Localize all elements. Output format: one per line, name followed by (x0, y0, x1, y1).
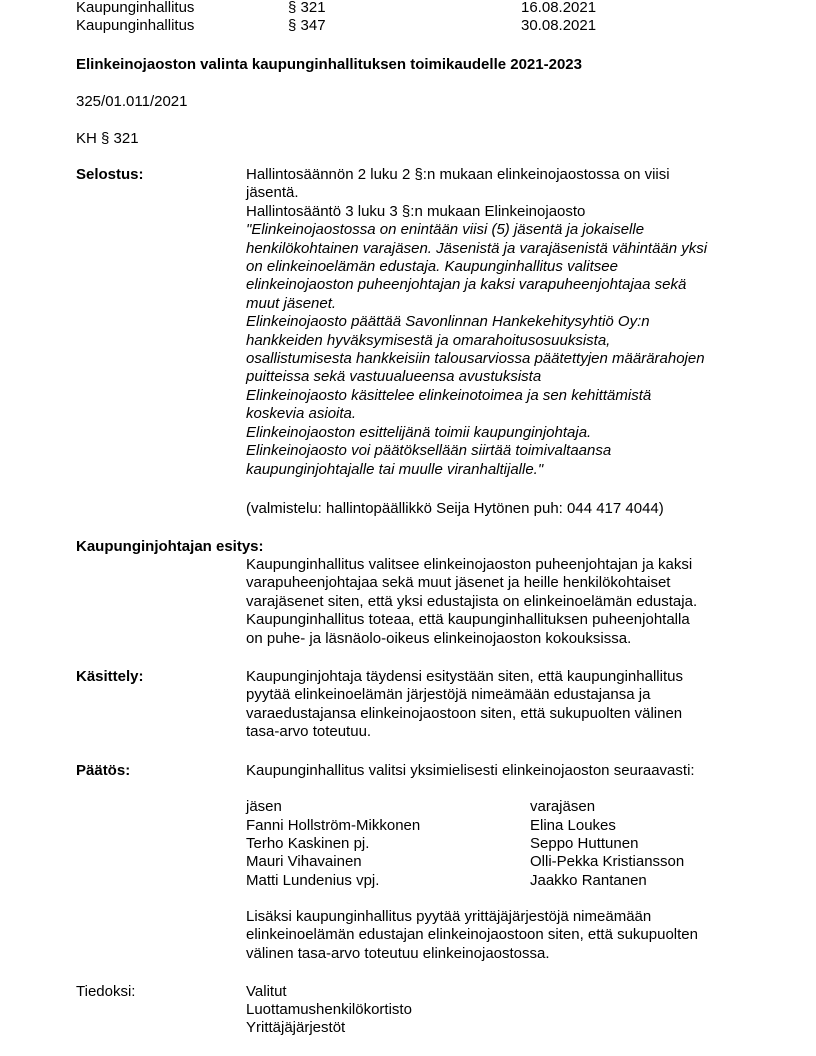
kasittely-line: Kaupunginjohtaja täydensi esitystään siten, että kaupunginhallitus (246, 668, 683, 685)
selostus-quote-line: Elinkeinojaosto käsittelee elinkeinotoimea ja sen kehittämistä (246, 386, 652, 404)
selostus-quote-line: koskevia asioita. (246, 405, 357, 423)
paatos-intro: Kaupunginhallitus valitsi yksimielisesti elinkeinojaoston seuraavasti: (246, 762, 695, 779)
kasittely-text (246, 668, 766, 742)
deputy-name: Olli-Pekka Kristiansson (530, 853, 685, 870)
header-row-date: 16.08.2021 (521, 0, 597, 16)
selostus-quote-line: elinkeinojaoston puheenjohtajan ja kaksi varapuheenjohtajaa sekä (246, 276, 687, 294)
esitys-line: on puhe- ja läsnäolo-oikeus elinkeinojaoston kokouksissa. (246, 629, 632, 647)
header-row-section: § 321 (288, 0, 326, 16)
esitys-line: Kaupunginhallitus toteaa, että kaupunginhallituksen puheenjohtalla (246, 611, 690, 629)
deputy-name: Elina Loukes (530, 817, 616, 834)
esitys-label: Kaupunginjohtajan esitys: (76, 538, 264, 555)
selostus-quote-line: osallistumisesta hankkeisiin talousarviossa päätettyjen määrärahojen (246, 350, 705, 368)
header-row-date: 30.08.2021 (521, 17, 597, 34)
tiedoksi-label: Tiedoksi: (76, 983, 136, 1000)
esitys-line: varajäsenet siten, että yksi edustajista on elinkeinoelämän edustaja. (246, 592, 698, 610)
kasittely-line: tasa-arvo toteutuu. (246, 723, 372, 741)
selostus-quote-line: Elinkeinojaosto päättää Savonlinnan Hankekehitysyhtiö Oy:n (246, 313, 650, 331)
member-column-header: jäsen (246, 798, 282, 815)
esitys-line: varapuheenjohtajaa sekä muut jäsenet ja heille henkilökohtaiset (246, 574, 671, 592)
member-name: Matti Lundenius vpj. (246, 872, 380, 889)
recipient-item: Valitut (246, 983, 287, 1000)
kasittely-line: pyytää elinkeinoelämän järjestöjä nimeämään edustajansa ja (246, 686, 651, 704)
header-row-section: § 347 (288, 17, 326, 34)
diary-number: 325/01.011/2021 (76, 93, 188, 110)
paatos-additional-line: Lisäksi kaupunginhallitus pyytää yrittäjäjärjestöjä nimeämään (246, 908, 652, 925)
esitys-line: Kaupunginhallitus valitsee elinkeinojaoston puheenjohtajan ja kaksi (246, 556, 693, 573)
selostus-quote-line: Elinkeinojaosto voi päätöksellään siirtää toimivaltaansa (246, 442, 612, 460)
header-row-body: Kaupunginhallitus (76, 0, 195, 16)
deputy-name: Seppo Huttunen (530, 835, 639, 852)
recipient-item: Yrittäjäjärjestöt (246, 1019, 346, 1036)
selostus-quote-line: puitteissa sekä vastuualueensa avustuksista (246, 368, 542, 386)
selostus-line: Hallintosäännön 2 luku 2 §:n mukaan elinkeinojaostossa on viisi (246, 166, 670, 183)
selostus-line: jäsentä. (246, 184, 299, 202)
kh-reference: KH § 321 (76, 130, 139, 147)
selostus-line: Hallintosääntö 3 luku 3 §:n mukaan Elinkeinojaosto (246, 202, 586, 220)
selostus-quote-line: hankkeiden hyväksymisestä ja omarahoitusosuuksista, (246, 331, 611, 349)
deputy-name: Jaakko Rantanen (530, 872, 647, 889)
member-name: Mauri Vihavainen (246, 853, 362, 870)
paatos-label: Päätös: (76, 762, 131, 779)
paatos-additional-line: välinen tasa-arvo toteutuu elinkeinojaostossa. (246, 944, 550, 962)
deputy-column-header: varajäsen (530, 798, 596, 815)
document-title: Elinkeinojaoston valinta kaupunginhallituksen toimikaudelle 2021-2023 (76, 56, 582, 73)
selostus-quote-line: "Elinkeinojaostossa on enintään viisi (5) jäsentä ja jokaiselle (246, 221, 645, 239)
selostus-text (246, 166, 766, 479)
selostus-quote-line: henkilökohtainen varajäsen. Jäsenistä ja varajäsenistä vähintään yksi (246, 239, 708, 257)
member-name: Terho Kaskinen pj. (246, 835, 370, 852)
member-name: Fanni Hollström-Mikkonen (246, 817, 421, 834)
kasittely-line: varaedustajansa elinkeinojaostoon siten, että sukupuolten välinen (246, 704, 683, 722)
esitys-text (246, 556, 766, 648)
selostus-quote-line: Elinkeinojaoston esittelijänä toimii kaupunginjohtaja. (246, 423, 592, 441)
paatos-additional-text (246, 908, 766, 963)
selostus-quote-line: kaupunginjohtajalle tai muulle viranhaltijalle." (246, 460, 544, 478)
recipient-item: Luottamushenkilökortisto (246, 1001, 412, 1018)
selostus-quote-line: muut jäsenet. (246, 294, 337, 312)
paatos-additional-line: elinkeinoelämän edustajan elinkeinojaostoon siten, että sukupuolten (246, 926, 698, 944)
selostus-label: Selostus: (76, 166, 144, 183)
selostus-quote-line: on elinkeinoelämän edustaja. Kaupunginhallitus valitsee (246, 258, 618, 276)
header-row-body: Kaupunginhallitus (76, 17, 195, 34)
kasittely-label: Käsittely: (76, 668, 144, 685)
preparer-note: (valmistelu: hallintopäällikkö Seija Hytönen puh: 044 417 4044) (246, 500, 664, 517)
